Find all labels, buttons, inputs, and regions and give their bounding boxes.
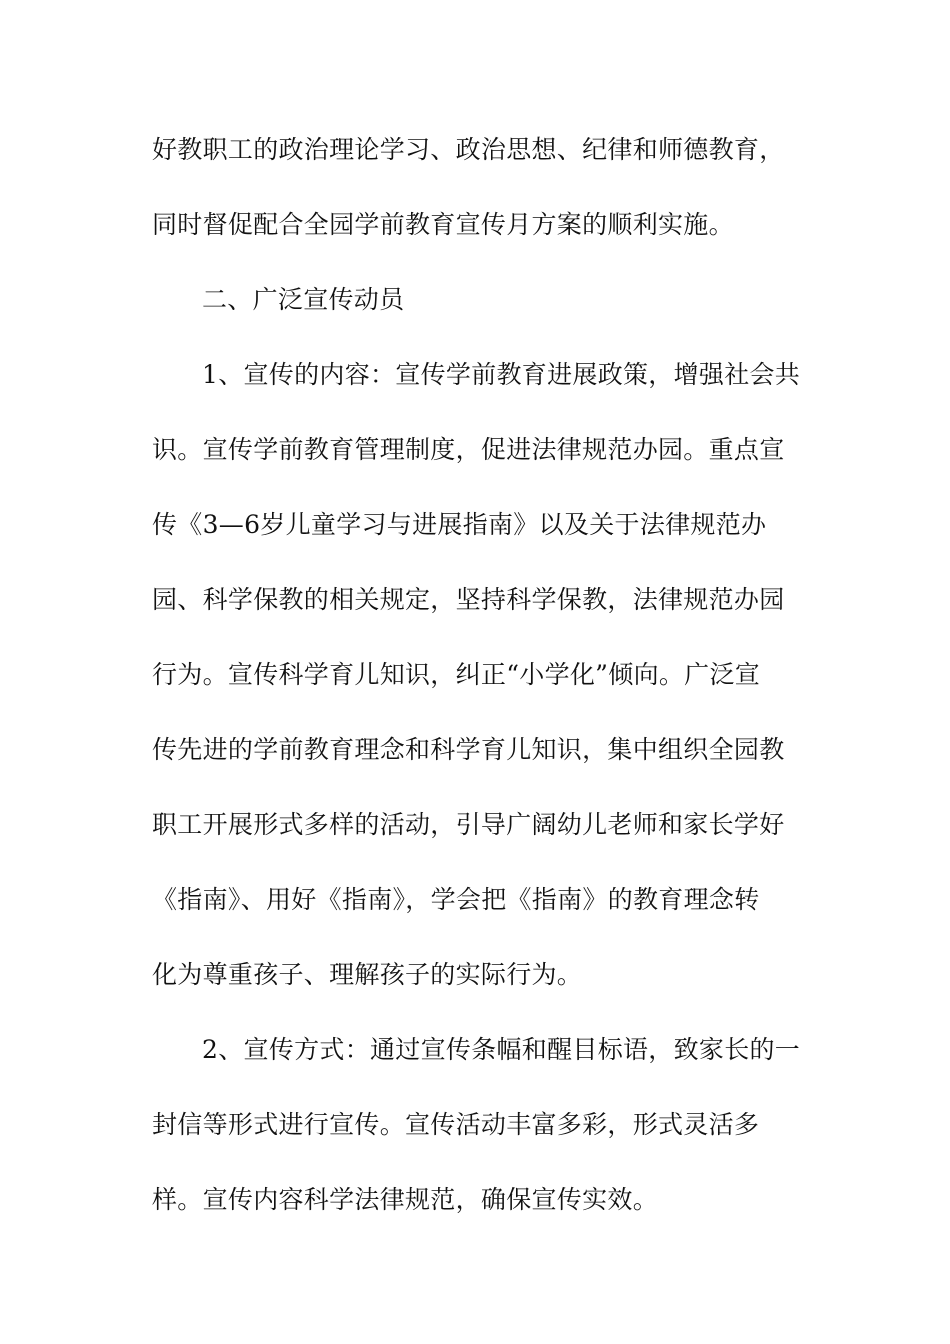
text-line-8: 行为。宣传科学育儿知识，纠正“小学化”倾向。广泛宣 bbox=[152, 660, 761, 689]
text-line-5: 识。宣传学前教育管理制度，促进法律规范办园。重点宣 bbox=[152, 435, 785, 464]
section-heading: 二、广泛宣传动员 bbox=[202, 285, 405, 314]
text-line-12: 化为尊重孩子、理解孩子的实际行为。 bbox=[152, 960, 583, 989]
text-line-10: 职工开展形式多样的活动，引导广阔幼儿老师和家长学好 bbox=[152, 810, 785, 839]
text-line-6: 传《3—6岁儿童学习与进展指南》以及关于法律规范办 bbox=[152, 510, 767, 539]
text-line-2: 同时督促配合全园学前教育宣传月方案的顺利实施。 bbox=[152, 210, 734, 239]
text-line-1: 好教职工的政治理论学习、政治思想、纪律和师德教育， bbox=[152, 135, 785, 164]
text-line-11: 《指南》、用好《指南》，学会把《指南》的教育理念转 bbox=[152, 885, 760, 914]
text-line-15: 样。宣传内容科学法律规范，确保宣传实效。 bbox=[152, 1185, 659, 1214]
text-line-14: 封信等形式进行宣传。宣传活动丰富多彩，形式灵活多 bbox=[152, 1110, 760, 1139]
text-line-4: 1、宣传的内容：宣传学前教育进展政策，增强社会共 bbox=[202, 360, 801, 389]
text-line-7: 园、科学保教的相关规定，坚持科学保教，法律规范办园 bbox=[152, 585, 785, 614]
text-line-9: 传先进的学前教育理念和科学育儿知识，集中组织全园教 bbox=[152, 735, 785, 764]
text-line-13: 2、宣传方式：通过宣传条幅和醒目标语，致家长的一 bbox=[202, 1035, 801, 1064]
